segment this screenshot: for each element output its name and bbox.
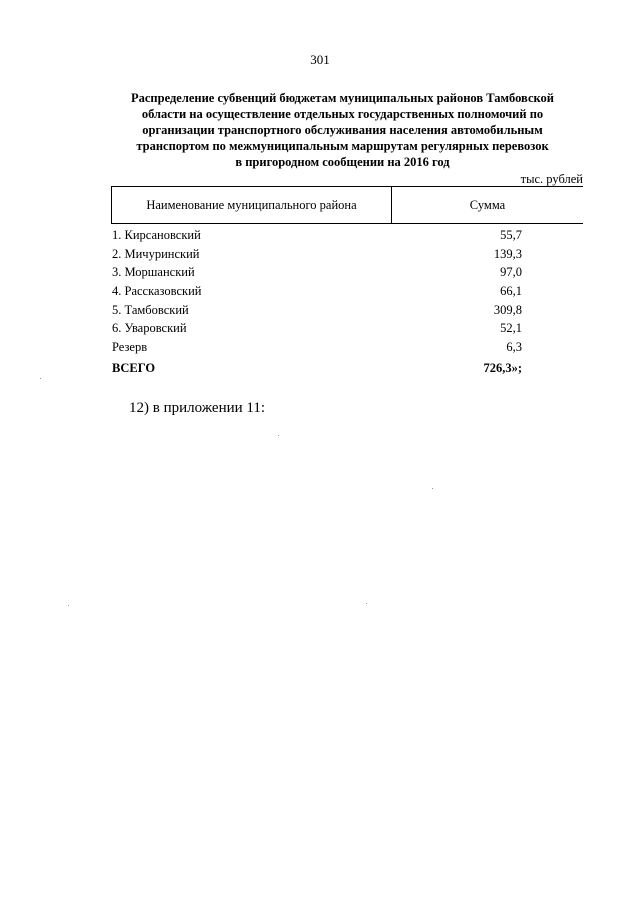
row-name: 3. Моршанский xyxy=(112,265,195,280)
row-value: 66,1 xyxy=(500,283,522,298)
table-row xyxy=(112,319,522,338)
column-header-name: Наименование муниципального района xyxy=(112,187,392,223)
row-value: 97,0 xyxy=(500,265,522,280)
table-row xyxy=(112,245,522,264)
row-name: 4. Рассказовский xyxy=(112,283,202,298)
table-row xyxy=(112,338,522,357)
units-label: тыс. рублей xyxy=(520,172,583,186)
row-value: 139,3 xyxy=(493,246,522,261)
title-line-3: организации транспортного обслуживания населения автомобильным xyxy=(142,123,543,137)
column-header-sum: Сумма xyxy=(469,197,506,212)
title-line-2: области на осуществление отдельных государственных полномочий по xyxy=(141,107,544,121)
total-value: 726,3»; xyxy=(483,360,522,375)
document-title xyxy=(110,90,575,170)
title-line-1: Распределение субвенций бюджетам муниципальных районов Тамбовской xyxy=(131,91,554,105)
table-row xyxy=(112,263,522,282)
scan-speck xyxy=(68,605,69,606)
row-value: 6,3 xyxy=(506,339,522,354)
scan-speck xyxy=(432,488,433,489)
row-name: 2. Мичуринский xyxy=(112,246,200,261)
row-value: 52,1 xyxy=(500,321,522,336)
page-number: 301 xyxy=(310,52,330,67)
scan-speck xyxy=(40,378,41,379)
row-name: 5. Тамбовский xyxy=(112,302,189,317)
paragraph-text: 12) в приложении 11: xyxy=(129,400,266,416)
row-name: 1. Кирсановский xyxy=(112,227,201,242)
table-total-row xyxy=(112,359,522,378)
title-line-4: транспортом по межмуниципальным маршрутам регулярных перевозок xyxy=(136,139,549,153)
row-value: 309,8 xyxy=(493,302,522,317)
table-row xyxy=(112,301,522,320)
table-row xyxy=(112,226,522,245)
row-name: 6. Уваровский xyxy=(112,321,187,336)
table-body xyxy=(112,226,522,378)
total-label: ВСЕГО xyxy=(112,360,156,375)
row-name: Резерв xyxy=(112,339,148,354)
scan-speck xyxy=(366,603,367,604)
table-row xyxy=(112,282,522,301)
title-line-5: в пригородном сообщении на 2016 год xyxy=(235,155,450,169)
row-value: 55,7 xyxy=(500,227,522,242)
scan-speck xyxy=(278,435,279,436)
table-header xyxy=(111,186,583,224)
